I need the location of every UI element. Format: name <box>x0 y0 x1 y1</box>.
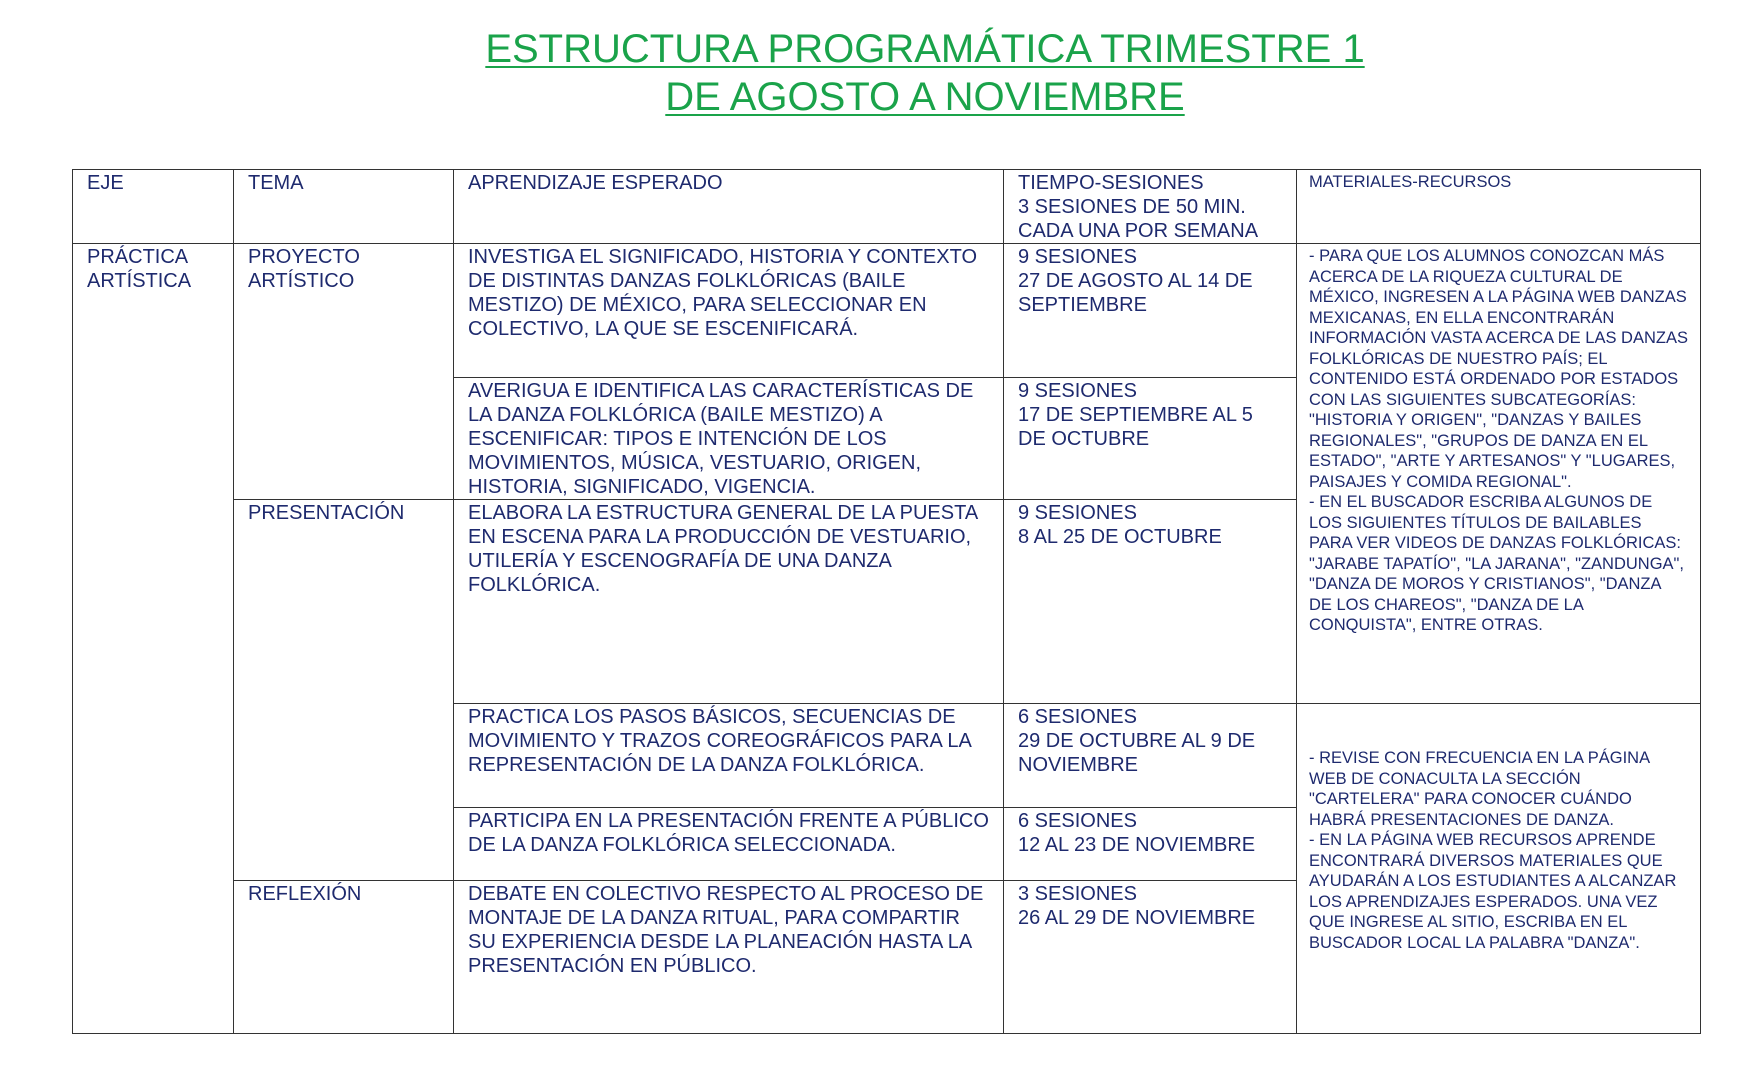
aprendizaje-cell: DEBATE EN COLECTIVO RESPECTO AL PROCESO DE MONTAJE DE LA DANZA RITUAL, PARA COMPARTIR SU EXPERIENCIA DESDE LA PLANEACIÓN HASTA LA PRESENTACIÓN EN PÚBLICO. <box>454 881 1004 1034</box>
table-row <box>73 244 1701 378</box>
materiales-cell-2: - REVISE CON FRECUENCIA EN LA PÁGINA WEB DE CONACULTA LA SECCIÓN "CARTELERA" PARA CONOCER CUÁNDO HABRÁ PRESENTACIONES DE DANZA. - EN LA PÁGINA WEB RECURSOS APRENDE ENCONTRARÁ DIVERSOS MATERIALES QUE AYUDARÁN A LOS ESTUDIANTES A ALCANZAR LOS APRENDIZAJES ESPERADOS. UNA VEZ QUE INGRESE AL SITIO, ESCRIBA EN EL BUSCADOR LOCAL LA PALABRA "DANZA". <box>1297 704 1701 1034</box>
materiales-cell-1: - PARA QUE LOS ALUMNOS CONOZCAN MÁS ACERCA DE LA RIQUEZA CULTURAL DE MÉXICO, INGRESEN A LA PÁGINA WEB DANZAS MEXICANAS, EN ELLA ENCONTRARÁN INFORMACIÓN VASTA ACERCA DE LAS DANZAS FOLKLÓRICAS DE NUESTRO PAÍS; EL CONTENIDO ESTÁ ORDENADO POR ESTADOS CON LAS SIGUIENTES SUBCATEGORÍAS: "HISTORIA Y ORIGEN", "DANZAS Y BAILES REGIONALES", "GRUPOS DE DANZA EN EL ESTADO", "ARTE Y ARTESANOS" Y "LUGARES, PAISAJES Y COMIDA REGIONAL". - EN EL BUSCADOR ESCRIBA ALGUNOS DE LOS SIGUIENTES TÍTULOS DE BAILABLES PARA VER VIDEOS DE DANZAS FOLKLÓRICAS: "JARABE TAPATÍO", "LA JARANA", "ZANDUNGA", "DANZA DE MOROS Y CRISTIANOS", "DANZA DE LOS CHAREOS", "DANZA DE LA CONQUISTA", ENTRE OTRAS. <box>1297 244 1701 704</box>
aprendizaje-cell: INVESTIGA EL SIGNIFICADO, HISTORIA Y CONTEXTO DE DISTINTAS DANZAS FOLKLÓRICAS (BAILE MESTIZO) DE MÉXICO, PARA SELECCIONAR EN COLECTIVO, LA QUE SE ESCENIFICARÁ. <box>454 244 1004 378</box>
aprendizaje-cell: AVERIGUA E IDENTIFICA LAS CARACTERÍSTICAS DE LA DANZA FOLKLÓRICA (BAILE MESTIZO) A ESCENIFICAR: TIPOS E INTENCIÓN DE LOS MOVIMIENTOS, MÚSICA, VESTUARIO, ORIGEN, HISTORIA, SIGNIFICADO, VIGENCIA. <box>454 378 1004 500</box>
header-materiales: MATERIALES-RECURSOS <box>1297 170 1701 244</box>
aprendizaje-cell: PRACTICA LOS PASOS BÁSICOS, SECUENCIAS DE MOVIMIENTO Y TRAZOS COREOGRÁFICOS PARA LA REPRESENTACIÓN DE LA DANZA FOLKLÓRICA. <box>454 704 1004 808</box>
tiempo-cell: 9 SESIONES 17 DE SEPTIEMBRE AL 5 DE OCTUBRE <box>1004 378 1297 500</box>
header-eje: EJE <box>73 170 234 244</box>
header-row <box>73 170 1701 244</box>
tiempo-cell: 3 SESIONES 26 AL 29 DE NOVIEMBRE <box>1004 881 1297 1034</box>
header-tiempo: TIEMPO-SESIONES 3 SESIONES DE 50 MIN. CADA UNA POR SEMANA <box>1004 170 1297 244</box>
header-tema: TEMA <box>234 170 454 244</box>
header-aprendizaje: APRENDIZAJE ESPERADO <box>454 170 1004 244</box>
tiempo-cell: 6 SESIONES 29 DE OCTUBRE AL 9 DE NOVIEMBRE <box>1004 704 1297 808</box>
program-table <box>72 169 1701 1034</box>
tiempo-cell: 9 SESIONES 8 AL 25 DE OCTUBRE <box>1004 500 1297 704</box>
title-line-2: DE AGOSTO A NOVIEMBRE <box>665 75 1185 119</box>
tiempo-cell: 6 SESIONES 12 AL 23 DE NOVIEMBRE <box>1004 808 1297 881</box>
aprendizaje-cell: ELABORA LA ESTRUCTURA GENERAL DE LA PUESTA EN ESCENA PARA LA PRODUCCIÓN DE VESTUARIO, UTILERÍA Y ESCENOGRAFÍA DE UNA DANZA FOLKLÓRICA. <box>454 500 1004 704</box>
tiempo-cell: 9 SESIONES 27 DE AGOSTO AL 14 DE SEPTIEMBRE <box>1004 244 1297 378</box>
title-line-1: ESTRUCTURA PROGRAMÁTICA TRIMESTRE 1 <box>485 27 1365 71</box>
tema-reflexion: REFLEXIÓN <box>234 881 454 1034</box>
tema-presentacion: PRESENTACIÓN <box>234 500 454 881</box>
tema-proyecto: PROYECTO ARTÍSTICO <box>234 244 454 500</box>
aprendizaje-cell: PARTICIPA EN LA PRESENTACIÓN FRENTE A PÚBLICO DE LA DANZA FOLKLÓRICA SELECCIONADA. <box>454 808 1004 881</box>
eje-cell: PRÁCTICA ARTÍSTICA <box>73 244 234 1034</box>
